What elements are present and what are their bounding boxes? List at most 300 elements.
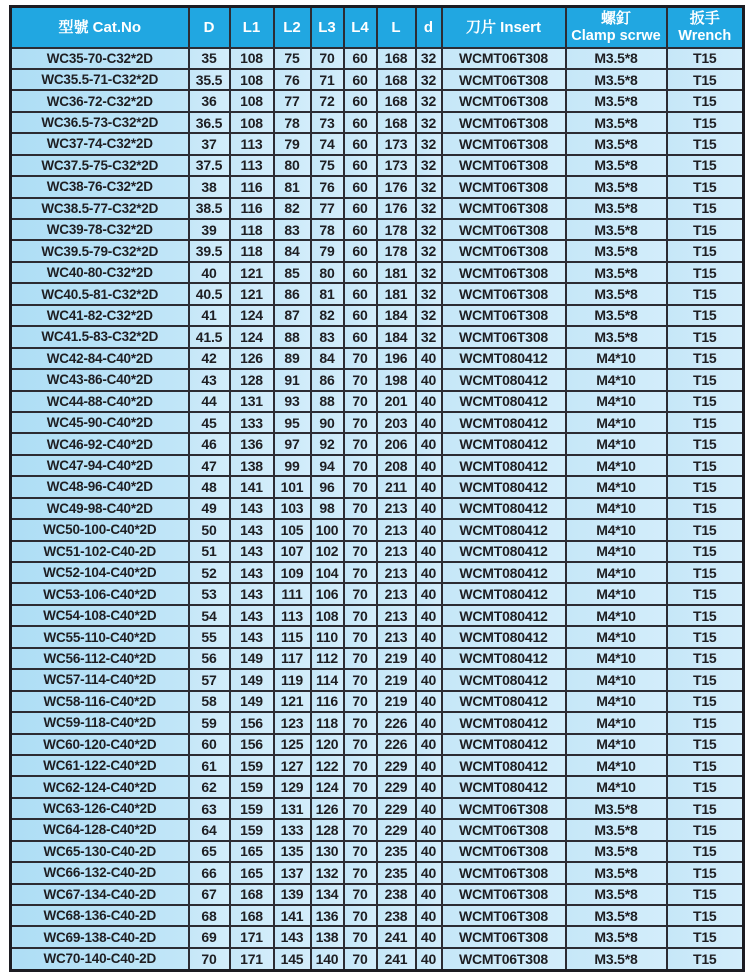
cell-cat_no: WC44-88-C40*2D	[11, 391, 189, 412]
cell-L3: 126	[311, 798, 344, 819]
cell-L: 241	[377, 948, 416, 971]
cell-L1: 108	[230, 90, 274, 111]
table-row	[11, 240, 744, 261]
cell-L3: 138	[311, 926, 344, 947]
cell-L3: 80	[311, 262, 344, 283]
cell-D: 43	[189, 369, 230, 390]
table-row	[11, 562, 744, 583]
cell-L: 219	[377, 691, 416, 712]
table-row	[11, 133, 744, 154]
cell-L3: 136	[311, 905, 344, 926]
cell-cat_no: WC51-102-C40-2D	[11, 541, 189, 562]
cell-insert: WCMT080412	[442, 734, 566, 755]
cell-cat_no: WC48-96-C40*2D	[11, 476, 189, 497]
cell-L: 208	[377, 455, 416, 476]
cell-clamp_screw: M4*10	[566, 476, 667, 497]
cell-insert: WCMT06T308	[442, 133, 566, 154]
cell-L4: 70	[344, 541, 377, 562]
cell-L4: 70	[344, 691, 377, 712]
cell-d: 40	[416, 734, 442, 755]
cell-L: 229	[377, 776, 416, 797]
column-header-insert: 刀片 Insert	[442, 7, 566, 48]
cell-wrench: T15	[667, 648, 744, 669]
cell-cat_no: WC66-132-C40-2D	[11, 862, 189, 883]
cell-D: 59	[189, 712, 230, 733]
cell-L: 168	[377, 90, 416, 111]
cell-wrench: T15	[667, 605, 744, 626]
cell-L4: 60	[344, 48, 377, 69]
cell-L2: 133	[274, 819, 311, 840]
cell-insert: WCMT080412	[442, 583, 566, 604]
cell-L3: 128	[311, 819, 344, 840]
cell-d: 32	[416, 283, 442, 304]
cell-d: 40	[416, 541, 442, 562]
cell-D: 63	[189, 798, 230, 819]
cell-D: 46	[189, 433, 230, 454]
cell-wrench: T15	[667, 819, 744, 840]
table-row	[11, 155, 744, 176]
cell-wrench: T15	[667, 326, 744, 347]
column-header-L3: L3	[311, 7, 344, 48]
cell-cat_no: WC56-112-C40*2D	[11, 648, 189, 669]
cell-insert: WCMT06T308	[442, 798, 566, 819]
cell-L2: 82	[274, 198, 311, 219]
cell-clamp_screw: M4*10	[566, 734, 667, 755]
cell-clamp_screw: M4*10	[566, 776, 667, 797]
cell-L2: 93	[274, 391, 311, 412]
cell-L: 178	[377, 240, 416, 261]
cell-L: 229	[377, 755, 416, 776]
cell-clamp_screw: M4*10	[566, 412, 667, 433]
table-row	[11, 369, 744, 390]
cell-L3: 76	[311, 176, 344, 197]
cell-wrench: T15	[667, 90, 744, 111]
cell-wrench: T15	[667, 198, 744, 219]
cell-D: 36.5	[189, 112, 230, 133]
cell-d: 40	[416, 562, 442, 583]
cell-L: 235	[377, 862, 416, 883]
cell-L3: 104	[311, 562, 344, 583]
cell-cat_no: WC35-70-C32*2D	[11, 48, 189, 69]
cell-clamp_screw: M4*10	[566, 626, 667, 647]
cell-L2: 103	[274, 498, 311, 519]
table-row	[11, 583, 744, 604]
table-row	[11, 669, 744, 690]
cell-L4: 70	[344, 798, 377, 819]
cell-L: 178	[377, 219, 416, 240]
cell-L4: 70	[344, 412, 377, 433]
table-row	[11, 498, 744, 519]
cell-insert: WCMT080412	[442, 691, 566, 712]
cell-D: 47	[189, 455, 230, 476]
cell-L2: 125	[274, 734, 311, 755]
cell-L: 168	[377, 112, 416, 133]
cell-d: 32	[416, 155, 442, 176]
cell-L3: 88	[311, 391, 344, 412]
cell-L: 213	[377, 498, 416, 519]
cell-L3: 84	[311, 348, 344, 369]
cell-L1: 118	[230, 219, 274, 240]
cell-insert: WCMT06T308	[442, 283, 566, 304]
cell-L1: 133	[230, 412, 274, 433]
cell-D: 54	[189, 605, 230, 626]
cell-d: 40	[416, 455, 442, 476]
table-row	[11, 519, 744, 540]
cell-wrench: T15	[667, 348, 744, 369]
cell-L4: 70	[344, 519, 377, 540]
table-row	[11, 926, 744, 947]
cell-L1: 159	[230, 819, 274, 840]
cell-L1: 116	[230, 198, 274, 219]
cell-L1: 141	[230, 476, 274, 497]
cell-L2: 83	[274, 219, 311, 240]
cell-L1: 136	[230, 433, 274, 454]
cell-cat_no: WC36-72-C32*2D	[11, 90, 189, 111]
table-row	[11, 412, 744, 433]
cell-L1: 126	[230, 348, 274, 369]
cell-clamp_screw: M4*10	[566, 605, 667, 626]
cell-L4: 70	[344, 476, 377, 497]
cell-L: 173	[377, 133, 416, 154]
cell-insert: WCMT080412	[442, 369, 566, 390]
cell-d: 40	[416, 626, 442, 647]
cell-L: 213	[377, 519, 416, 540]
cell-L4: 70	[344, 734, 377, 755]
table-row	[11, 605, 744, 626]
cell-L3: 81	[311, 283, 344, 304]
cell-L1: 165	[230, 862, 274, 883]
cell-L: 203	[377, 412, 416, 433]
cell-d: 40	[416, 926, 442, 947]
cell-L2: 135	[274, 841, 311, 862]
table-row	[11, 948, 744, 971]
cell-D: 38.5	[189, 198, 230, 219]
column-header-clamp_screw	[566, 7, 667, 48]
cell-L4: 70	[344, 562, 377, 583]
cell-wrench: T15	[667, 862, 744, 883]
cell-clamp_screw: M3.5*8	[566, 262, 667, 283]
cell-wrench: T15	[667, 734, 744, 755]
cell-insert: WCMT06T308	[442, 926, 566, 947]
cell-L: 238	[377, 884, 416, 905]
cell-cat_no: WC39-78-C32*2D	[11, 219, 189, 240]
cell-D: 68	[189, 905, 230, 926]
cell-d: 40	[416, 498, 442, 519]
cell-d: 40	[416, 798, 442, 819]
cell-clamp_screw: M4*10	[566, 712, 667, 733]
cell-clamp_screw: M4*10	[566, 369, 667, 390]
cell-insert: WCMT080412	[442, 626, 566, 647]
table-row	[11, 819, 744, 840]
cell-L1: 143	[230, 605, 274, 626]
cell-L: 235	[377, 841, 416, 862]
cell-d: 40	[416, 605, 442, 626]
cell-L2: 139	[274, 884, 311, 905]
cell-L1: 168	[230, 905, 274, 926]
cell-L3: 82	[311, 305, 344, 326]
cell-d: 32	[416, 219, 442, 240]
cell-L1: 113	[230, 133, 274, 154]
cell-wrench: T15	[667, 884, 744, 905]
cell-D: 53	[189, 583, 230, 604]
cell-clamp_screw: M3.5*8	[566, 198, 667, 219]
cell-d: 32	[416, 112, 442, 133]
cell-insert: WCMT06T308	[442, 69, 566, 90]
cell-L: 173	[377, 155, 416, 176]
cell-wrench: T15	[667, 69, 744, 90]
cell-L: 226	[377, 734, 416, 755]
cell-clamp_screw: M4*10	[566, 562, 667, 583]
cell-cat_no: WC69-138-C40-2D	[11, 926, 189, 947]
header-label-en: Wrench	[678, 27, 732, 44]
cell-L3: 122	[311, 755, 344, 776]
cell-L4: 70	[344, 455, 377, 476]
cell-L: 176	[377, 198, 416, 219]
cell-L2: 123	[274, 712, 311, 733]
cell-L3: 108	[311, 605, 344, 626]
cell-D: 38	[189, 176, 230, 197]
cell-d: 32	[416, 305, 442, 326]
cell-d: 32	[416, 90, 442, 111]
column-header-L: L	[377, 7, 416, 48]
cell-insert: WCMT06T308	[442, 90, 566, 111]
cell-insert: WCMT080412	[442, 412, 566, 433]
cell-L4: 70	[344, 433, 377, 454]
cell-L: 198	[377, 369, 416, 390]
cell-L1: 149	[230, 691, 274, 712]
cell-L2: 109	[274, 562, 311, 583]
column-header-cat_no: 型號 Cat.No	[11, 7, 189, 48]
cell-cat_no: WC37-74-C32*2D	[11, 133, 189, 154]
cell-L: 213	[377, 541, 416, 562]
cell-L4: 70	[344, 948, 377, 971]
cell-insert: WCMT06T308	[442, 155, 566, 176]
cell-L2: 131	[274, 798, 311, 819]
table-row	[11, 433, 744, 454]
cell-L2: 99	[274, 455, 311, 476]
cell-d: 32	[416, 133, 442, 154]
cell-L3: 78	[311, 219, 344, 240]
cell-L3: 79	[311, 240, 344, 261]
cell-L2: 76	[274, 69, 311, 90]
table-row	[11, 755, 744, 776]
cell-L: 219	[377, 669, 416, 690]
cell-clamp_screw: M3.5*8	[566, 819, 667, 840]
cell-d: 40	[416, 669, 442, 690]
cell-D: 37.5	[189, 155, 230, 176]
cell-L1: 118	[230, 240, 274, 261]
cell-L2: 145	[274, 948, 311, 971]
cell-clamp_screw: M3.5*8	[566, 326, 667, 347]
cell-L3: 114	[311, 669, 344, 690]
column-header-D: D	[189, 7, 230, 48]
cell-L4: 70	[344, 391, 377, 412]
cell-L1: 108	[230, 69, 274, 90]
cell-wrench: T15	[667, 498, 744, 519]
cell-L3: 118	[311, 712, 344, 733]
cell-cat_no: WC37.5-75-C32*2D	[11, 155, 189, 176]
cell-cat_no: WC55-110-C40*2D	[11, 626, 189, 647]
cell-insert: WCMT080412	[442, 712, 566, 733]
cell-cat_no: WC38.5-77-C32*2D	[11, 198, 189, 219]
cell-clamp_screw: M3.5*8	[566, 884, 667, 905]
cell-L3: 96	[311, 476, 344, 497]
cell-wrench: T15	[667, 626, 744, 647]
cell-d: 40	[416, 755, 442, 776]
cell-L3: 98	[311, 498, 344, 519]
cell-wrench: T15	[667, 240, 744, 261]
cell-insert: WCMT06T308	[442, 862, 566, 883]
cell-wrench: T15	[667, 691, 744, 712]
cell-d: 32	[416, 69, 442, 90]
cell-L3: 130	[311, 841, 344, 862]
cell-L2: 84	[274, 240, 311, 261]
cell-L4: 70	[344, 905, 377, 926]
cell-L4: 60	[344, 112, 377, 133]
cell-L: 211	[377, 476, 416, 497]
cell-L4: 70	[344, 862, 377, 883]
cell-d: 32	[416, 240, 442, 261]
cell-L1: 124	[230, 305, 274, 326]
column-header-L2: L2	[274, 7, 311, 48]
cell-wrench: T15	[667, 948, 744, 971]
table-row	[11, 391, 744, 412]
cell-clamp_screw: M4*10	[566, 583, 667, 604]
cell-L3: 86	[311, 369, 344, 390]
table-row	[11, 305, 744, 326]
table-row	[11, 219, 744, 240]
cell-clamp_screw: M4*10	[566, 755, 667, 776]
cell-clamp_screw: M3.5*8	[566, 219, 667, 240]
cell-clamp_screw: M4*10	[566, 348, 667, 369]
cell-L4: 70	[344, 819, 377, 840]
cell-insert: WCMT06T308	[442, 48, 566, 69]
cell-d: 40	[416, 862, 442, 883]
table-row	[11, 476, 744, 497]
cell-cat_no: WC42-84-C40*2D	[11, 348, 189, 369]
cell-cat_no: WC60-120-C40*2D	[11, 734, 189, 755]
cell-L: 229	[377, 819, 416, 840]
cell-L4: 60	[344, 326, 377, 347]
cell-L4: 70	[344, 626, 377, 647]
cell-wrench: T15	[667, 562, 744, 583]
cell-D: 61	[189, 755, 230, 776]
cell-D: 66	[189, 862, 230, 883]
cell-clamp_screw: M3.5*8	[566, 155, 667, 176]
cell-d: 32	[416, 326, 442, 347]
cell-insert: WCMT080412	[442, 776, 566, 797]
cell-L4: 70	[344, 369, 377, 390]
cell-D: 62	[189, 776, 230, 797]
cell-clamp_screw: M3.5*8	[566, 926, 667, 947]
cell-clamp_screw: M4*10	[566, 498, 667, 519]
cell-L2: 115	[274, 626, 311, 647]
cell-L1: 143	[230, 498, 274, 519]
cell-L: 238	[377, 905, 416, 926]
cell-insert: WCMT080412	[442, 541, 566, 562]
cell-L3: 132	[311, 862, 344, 883]
table-row	[11, 798, 744, 819]
table-body	[11, 48, 744, 971]
cell-D: 45	[189, 412, 230, 433]
column-header-L1: L1	[230, 7, 274, 48]
cell-wrench: T15	[667, 262, 744, 283]
cell-L2: 97	[274, 433, 311, 454]
cell-cat_no: WC36.5-73-C32*2D	[11, 112, 189, 133]
cell-L1: 171	[230, 948, 274, 971]
cell-wrench: T15	[667, 455, 744, 476]
cell-insert: WCMT06T308	[442, 262, 566, 283]
cell-L1: 171	[230, 926, 274, 947]
cell-L3: 94	[311, 455, 344, 476]
cell-L2: 81	[274, 176, 311, 197]
cell-wrench: T15	[667, 176, 744, 197]
column-header-d: d	[416, 7, 442, 48]
cell-L2: 91	[274, 369, 311, 390]
cell-L1: 108	[230, 112, 274, 133]
cell-d: 40	[416, 712, 442, 733]
cell-cat_no: WC57-114-C40*2D	[11, 669, 189, 690]
cell-L4: 60	[344, 155, 377, 176]
cell-L1: 138	[230, 455, 274, 476]
cell-d: 40	[416, 348, 442, 369]
cell-L: 196	[377, 348, 416, 369]
cell-D: 40	[189, 262, 230, 283]
cell-L4: 70	[344, 348, 377, 369]
cell-clamp_screw: M4*10	[566, 648, 667, 669]
cell-cat_no: WC62-124-C40*2D	[11, 776, 189, 797]
cell-D: 36	[189, 90, 230, 111]
cell-cat_no: WC52-104-C40*2D	[11, 562, 189, 583]
cell-L1: 159	[230, 755, 274, 776]
cell-L2: 87	[274, 305, 311, 326]
cell-wrench: T15	[667, 905, 744, 926]
cell-L1: 121	[230, 262, 274, 283]
cell-insert: WCMT06T308	[442, 219, 566, 240]
cell-wrench: T15	[667, 541, 744, 562]
cell-L2: 119	[274, 669, 311, 690]
cell-L1: 121	[230, 283, 274, 304]
cell-L2: 117	[274, 648, 311, 669]
cell-L4: 70	[344, 712, 377, 733]
cell-wrench: T15	[667, 391, 744, 412]
cell-L1: 143	[230, 626, 274, 647]
cell-wrench: T15	[667, 776, 744, 797]
cell-d: 32	[416, 48, 442, 69]
cell-cat_no: WC40.5-81-C32*2D	[11, 283, 189, 304]
cell-L: 181	[377, 262, 416, 283]
cell-insert: WCMT06T308	[442, 176, 566, 197]
cell-cat_no: WC58-116-C40*2D	[11, 691, 189, 712]
cell-insert: WCMT080412	[442, 648, 566, 669]
table-row	[11, 541, 744, 562]
cell-L3: 100	[311, 519, 344, 540]
cell-insert: WCMT080412	[442, 498, 566, 519]
cell-L4: 70	[344, 776, 377, 797]
cell-cat_no: WC67-134-C40-2D	[11, 884, 189, 905]
cell-cat_no: WC65-130-C40-2D	[11, 841, 189, 862]
cell-wrench: T15	[667, 412, 744, 433]
cell-D: 58	[189, 691, 230, 712]
cell-L3: 72	[311, 90, 344, 111]
cell-L3: 116	[311, 691, 344, 712]
table-row	[11, 348, 744, 369]
cell-L: 184	[377, 326, 416, 347]
cell-clamp_screw: M3.5*8	[566, 90, 667, 111]
cell-d: 40	[416, 948, 442, 971]
cell-insert: WCMT06T308	[442, 948, 566, 971]
cell-L3: 71	[311, 69, 344, 90]
